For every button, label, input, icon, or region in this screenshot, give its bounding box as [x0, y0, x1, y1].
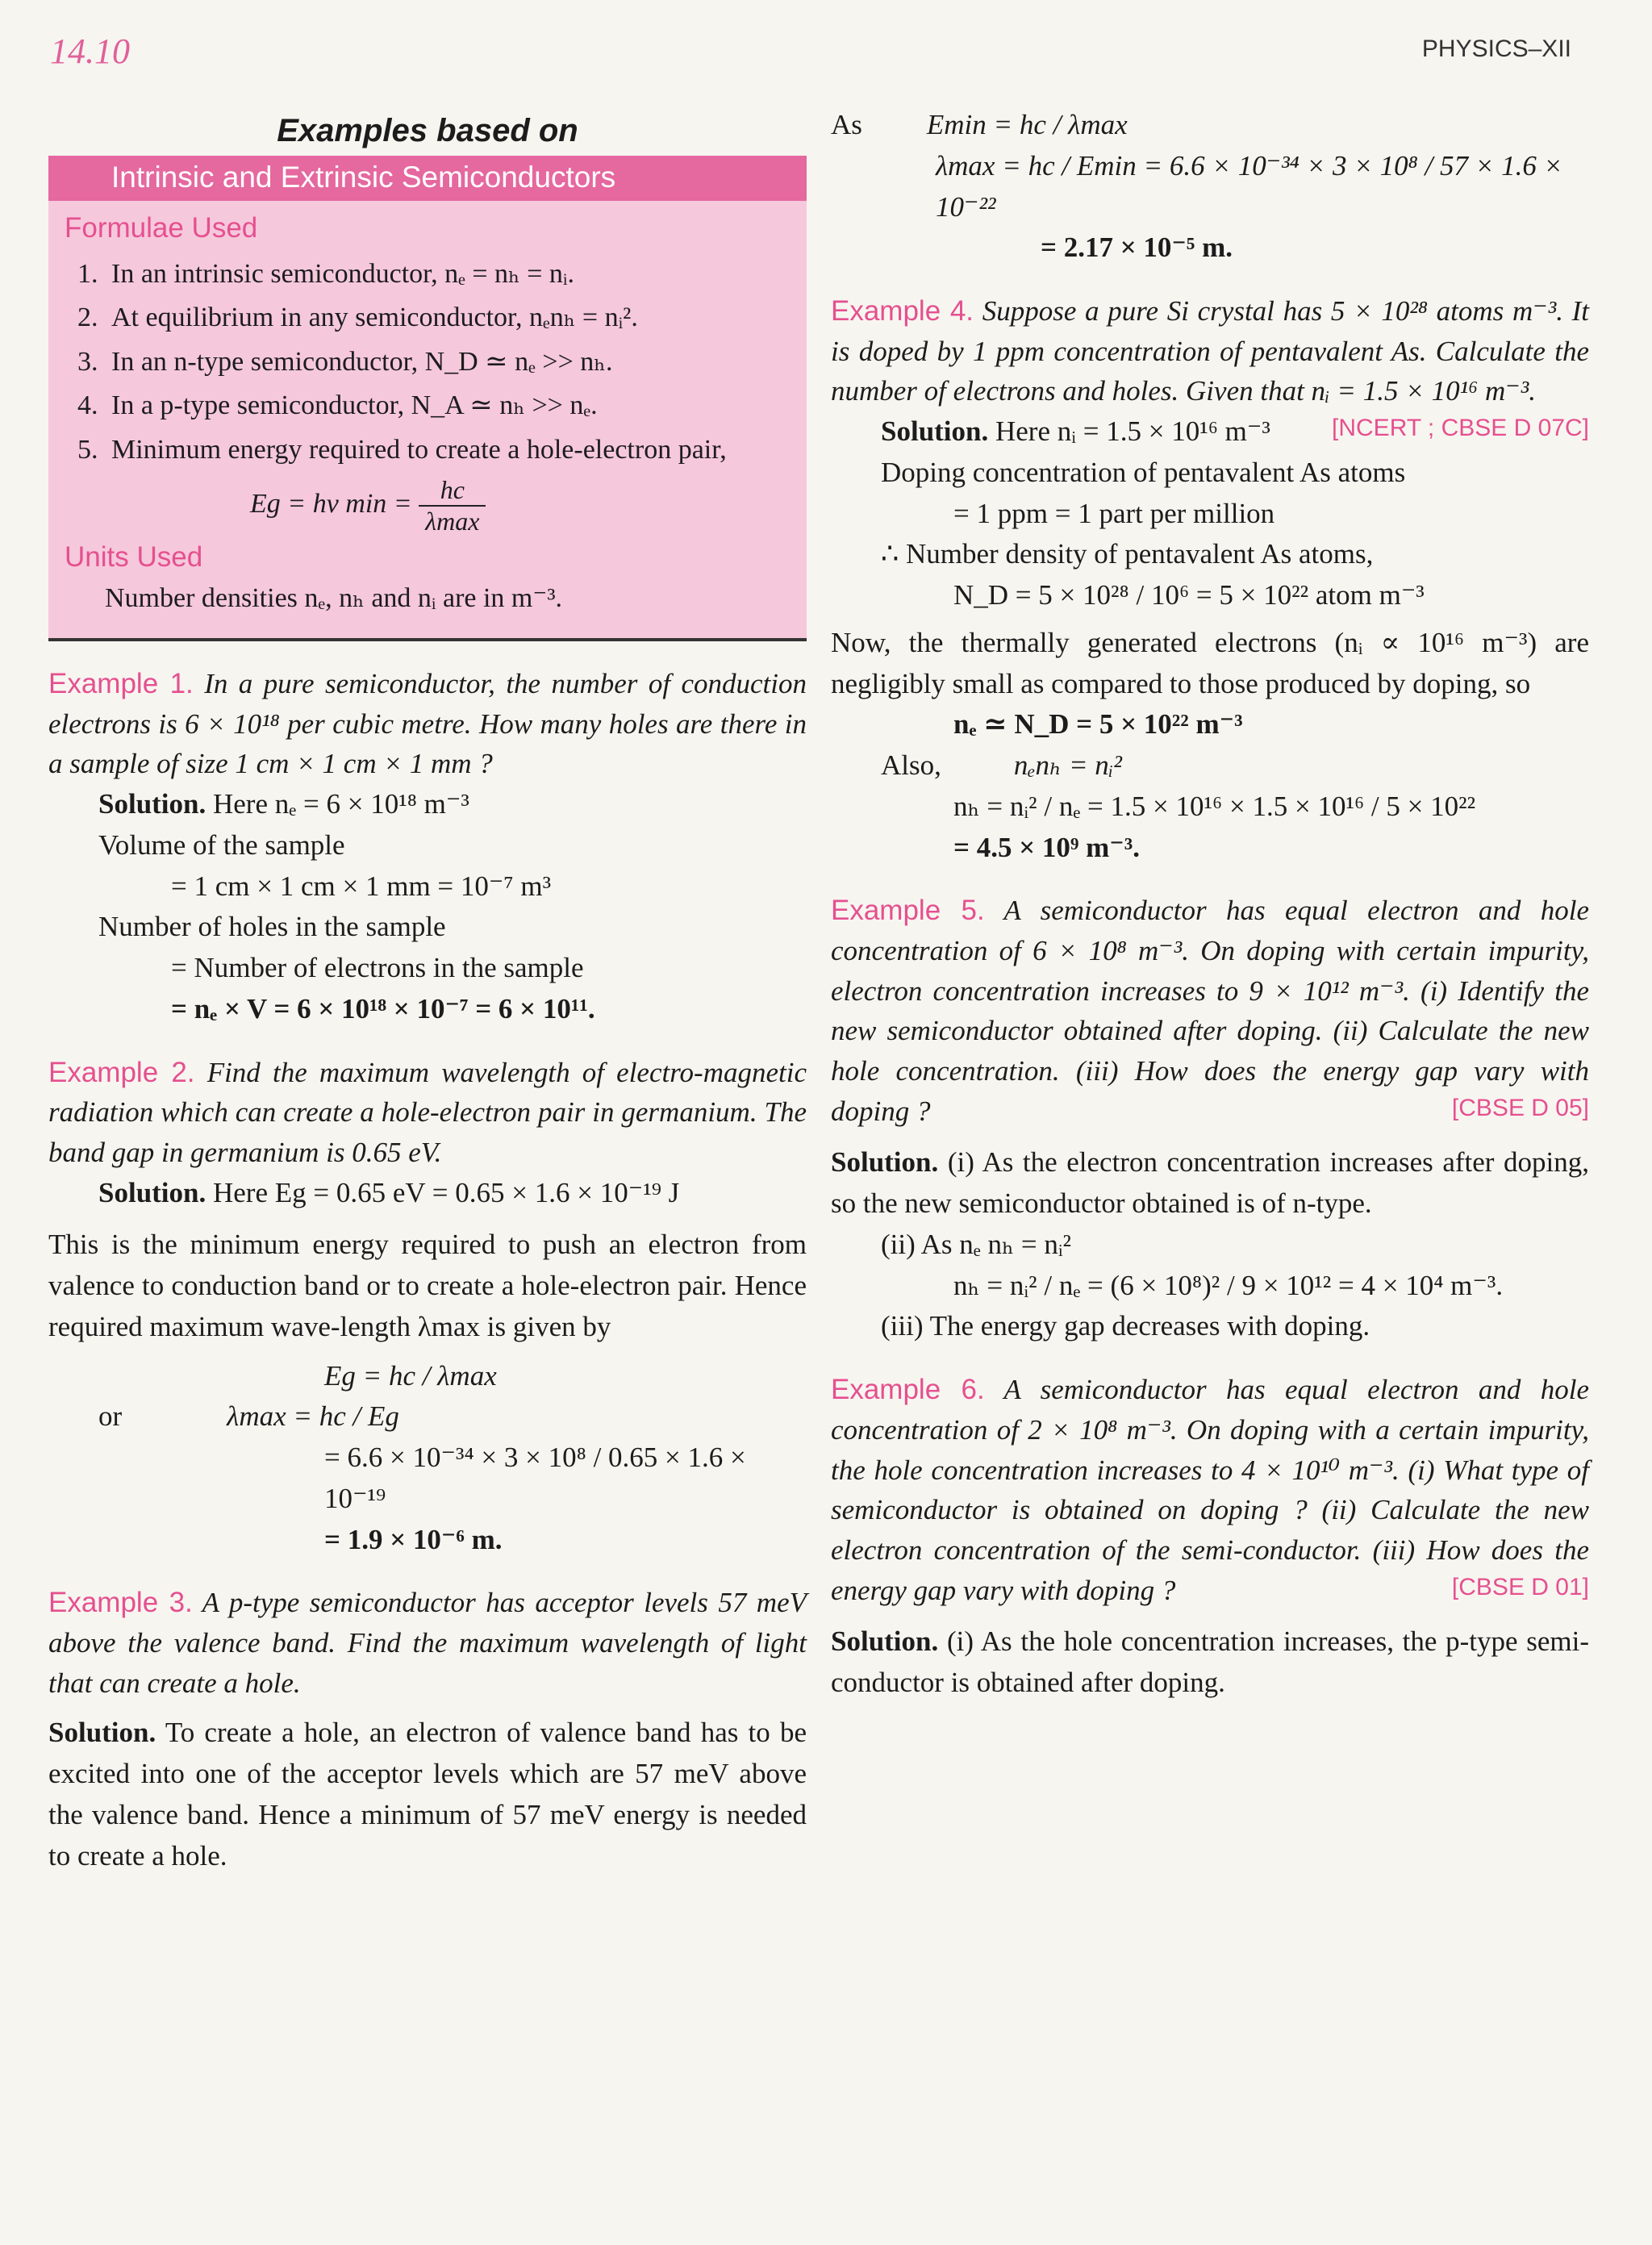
solution-line: Number of holes in the sample	[98, 911, 446, 943]
example-1	[48, 664, 807, 784]
solution-line: = Number of electrons in the sample	[171, 952, 584, 984]
solution-line: Doping concentration of pentavalent As atoms	[881, 456, 1406, 488]
solution-line: ∴ Number density of pentavalent As atoms,	[881, 538, 1374, 570]
solution-line: = 1 cm × 1 cm × 1 mm = 10⁻⁷ m³	[171, 870, 552, 902]
or-label: or	[98, 1400, 123, 1433]
solution-result: = 1.9 × 10⁻⁶ m.	[324, 1523, 503, 1555]
right-column	[831, 105, 1589, 1704]
formulae-list	[65, 252, 791, 472]
eq-line: Emin = hc / λmax	[926, 109, 1128, 140]
solution-text: Here nᵢ = 1.5 × 10¹⁶ m⁻³	[995, 415, 1270, 448]
solution-2	[98, 1173, 807, 1214]
formula-item: 4. In a p-type semiconductor, N_A ≃ nₕ >> nₑ.	[105, 384, 791, 428]
solution-4-eqs	[881, 704, 1589, 868]
solution-4-para: Now, the thermally generated electrons (nᵢ ∝ 10¹⁶ m⁻³) are negligibly small as compared to those produced by doping, so	[831, 626, 1589, 699]
reference-tag: [CBSE D 05]	[1451, 1094, 1589, 1121]
formula-item: 3. In an n-type semiconductor, N_D ≃ nₑ >> nₕ.	[105, 340, 791, 384]
left-column	[48, 113, 807, 1876]
example-5	[831, 891, 1589, 1131]
eq-fraction	[419, 475, 486, 536]
example-6	[831, 1370, 1589, 1610]
solution-line: nₑ ≃ N_D = 5 × 10²² m⁻³	[953, 708, 1243, 741]
solution-line: (iii) The energy gap decreases with doping.	[881, 1310, 1370, 1342]
formula-item: 2. At equilibrium in any semiconductor, nₑnₕ = nᵢ².	[105, 296, 791, 340]
units-heading: Units Used	[65, 540, 203, 573]
solution-5	[831, 1142, 1589, 1225]
eq-line: nₑnₕ = nᵢ²	[1013, 749, 1122, 782]
example-label: Example 5.	[831, 895, 985, 927]
eq-line: Eg = hc / λmax	[324, 1359, 497, 1392]
eq-num: hc	[419, 475, 486, 507]
solution-label: Solution.	[881, 415, 989, 448]
example-label: Example 6.	[831, 1374, 985, 1406]
example-text: Find the maximum wavelength of electro-magnetic radiation which can create a hole-electron pair in germanium. The band gap in germanium is 0.65 eV.	[48, 1056, 807, 1168]
solution-label: Solution.	[98, 1176, 206, 1208]
example-text: A p-type semiconductor has acceptor levels 57 meV above the valence band. Find the maximum wavelength of light that can create a hole.	[48, 1587, 807, 1699]
formulae-heading: Formulae Used	[65, 212, 258, 244]
solution-line: N_D = 5 × 10²⁸ / 10⁶ = 5 × 10²² atom m⁻³	[953, 579, 1425, 611]
eq-line: λmax = hc / Eg	[227, 1400, 399, 1433]
example-label: Example 3.	[48, 1587, 193, 1619]
eq-line: nₕ = nᵢ² / nₑ = (6 × 10⁸)² / 9 × 10¹² = 4 × 10⁴ m⁻³.	[953, 1269, 1504, 1301]
solution-result: = nₑ × V = 6 × 10¹⁸ × 10⁻⁷ = 6 × 10¹¹.	[171, 992, 595, 1024]
solution-text: To create a hole, an electron of valence band has to be excited into one of the acceptor levels which are 57 meV above the valence band. Hence a minimum of 57 meV energy is needed to create a hole.	[48, 1717, 807, 1872]
example-label: Example 4.	[831, 295, 974, 327]
example-text: Suppose a pure Si crystal has 5 × 10²⁸ atoms m⁻³. It is doped by 1 ppm concentration of pentavalent As. Calculate the number of electrons and holes. Given that nᵢ = 1.5 × 10¹⁶ m⁻³.	[831, 295, 1590, 407]
formula-item: 5. Minimum energy required to create a hole-electron pair,	[105, 428, 791, 472]
solution-result: = 4.5 × 10⁹ m⁻³.	[953, 831, 1141, 863]
solution-label: Solution.	[831, 1146, 939, 1179]
solution-text: (i) As the hole concentration increases, the p-type semi-conductor is obtained after doping.	[831, 1625, 1589, 1699]
also-label: Also,	[881, 749, 941, 782]
example-text: In a pure semiconductor, the number of conduction electrons is 6 × 10¹⁸ per cubic metre. How many holes are there in a sample of size 1 cm × 1 cm × 1 mm ?	[48, 667, 807, 780]
solution-3	[48, 1713, 807, 1876]
formula-box-title: Examples based on	[277, 113, 578, 148]
formula-box	[48, 201, 807, 641]
running-head: PHYSICS–XII	[1421, 35, 1571, 62]
eq-line: = 6.6 × 10⁻³⁴ × 3 × 10⁸ / 0.65 × 1.6 × 10⁻¹⁹	[324, 1442, 746, 1514]
eq-line: nₕ = nᵢ² / nₑ = 1.5 × 10¹⁶ × 1.5 × 10¹⁶ / 5 × 10²²	[953, 790, 1476, 822]
solution-text: (i) As the electron concentration increases after doping, so the new semiconductor obtained is of n-type.	[831, 1146, 1589, 1220]
example-text: A semiconductor has equal electron and hole concentration of 2 × 10⁸ m⁻³. On doping with a certain impurity, the hole concentration increases to 4 × 10¹⁰ m⁻³. (i) What type of semiconductor is obtained on doping ? (ii) Calculate the new electron concentration of the semi-conductor. (iii) How does the energy gap vary with doping ?	[831, 1374, 1589, 1606]
solution-text: Here Eg = 0.65 eV = 0.65 × 1.6 × 10⁻¹⁹ J	[213, 1176, 680, 1208]
formula-box-band: Intrinsic and Extrinsic Semiconductors	[48, 156, 807, 201]
solution-label: Solution.	[48, 1717, 156, 1749]
solution-text: Here nₑ = 6 × 10¹⁸ m⁻³	[213, 788, 469, 820]
reference-tag: [NCERT ; CBSE D 07C]	[1332, 415, 1589, 442]
energy-gap-equation	[250, 475, 791, 536]
example-2	[48, 1053, 807, 1173]
units-text: Number densities nₑ, nₕ and nᵢ are in m⁻³.	[105, 582, 563, 613]
solution-6	[831, 1621, 1589, 1704]
example-label: Example 2.	[48, 1056, 195, 1088]
eq-den: λmax	[425, 506, 480, 536]
solution-result: = 2.17 × 10⁻⁵ m.	[1041, 232, 1233, 264]
example-3	[48, 1583, 807, 1703]
solution-line: (ii) As nₑ nₕ = nᵢ²	[881, 1228, 1072, 1260]
example-text: A semiconductor has equal electron and hole concentration of 6 × 10⁸ m⁻³. On doping with certain impurity, electron concentration increases to 9 × 10¹² m⁻³. (i) Identify the new semiconductor obtained after doping. (ii) Calculate the new hole concentration. (iii) How does the energy gap vary with doping ?	[831, 895, 1589, 1127]
solution-label: Solution.	[831, 1625, 939, 1658]
as-label: As	[831, 109, 862, 140]
solution-label: Solution.	[98, 788, 206, 820]
solution-2-eqs	[98, 1356, 807, 1561]
formula-item: 1. In an intrinsic semiconductor, nₑ = nₕ = nᵢ.	[105, 252, 791, 296]
solution-2-para: This is the minimum energy required to push an electron from valence to conduction band or to create a hole-electron pair. Hence required maximum wave-length λmax is given by	[48, 1229, 807, 1342]
solution-line: = 1 ppm = 1 part per million	[953, 497, 1275, 529]
solution-5-eqs	[881, 1225, 1589, 1347]
solution-1	[98, 784, 807, 1030]
example-3-eqs	[831, 105, 1589, 269]
eq-lhs: Eg = hν min =	[250, 488, 412, 519]
page-number: 14.10	[50, 31, 130, 71]
example-label: Example 1.	[48, 667, 194, 699]
solution-line: Volume of the sample	[98, 828, 345, 861]
reference-tag: [CBSE D 01]	[1451, 1573, 1589, 1600]
eq-line: λmax = hc / Emin = 6.6 × 10⁻³⁴ × 3 × 10⁸ / 57 × 1.6 × 10⁻²²	[936, 149, 1563, 223]
